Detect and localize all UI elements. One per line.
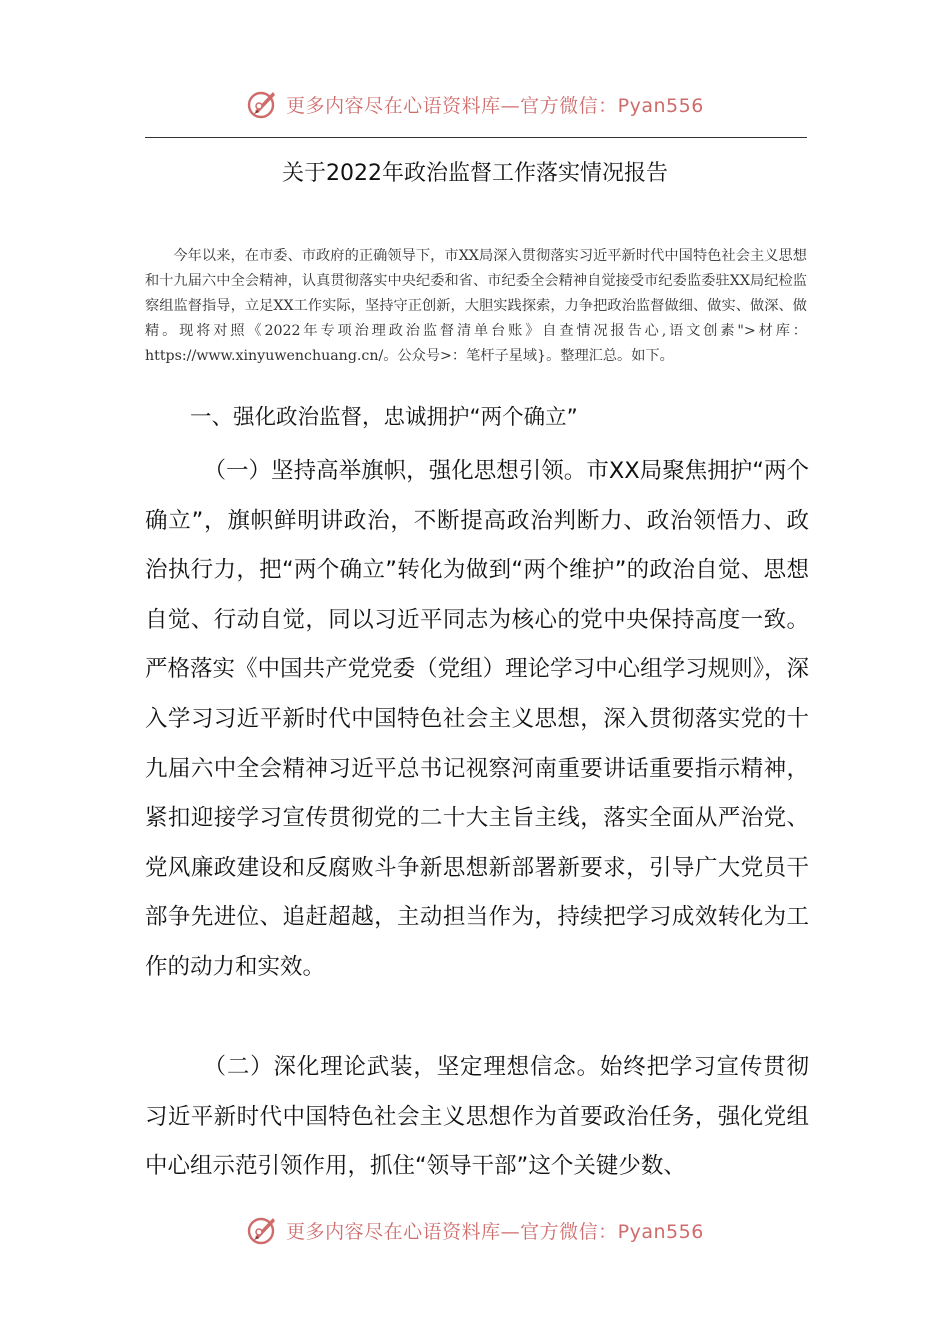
quill-pen-logo-icon: [246, 87, 280, 121]
document-title: 关于2022年政治监督工作落实情况报告: [282, 161, 668, 186]
top-watermark-banner: [0, 82, 950, 126]
bottom-watermark-banner: [0, 1208, 950, 1252]
body-paragraph-2: （二）深化理论武装，坚定理想信念。始终把学习宣传贯彻习近平新时代中国特色社会主义思想作为首要政治任务，强化党组中心组示范引领作用，抓住“领导干部”这个关键少数、: [145, 1054, 809, 1180]
quill-pen-logo-icon: [246, 1213, 280, 1247]
header-divider: [145, 137, 807, 138]
watermark-text: 更多内容尽在心语资料库—官方微信：Pyan556: [286, 1220, 704, 1243]
section-heading: 一、强化政治监督，忠诚拥护“两个确立”: [190, 405, 578, 430]
body-paragraph-1: （一）坚持高举旗帜，强化思想引领。市XX局聚焦拥护“两个确立”，旗帜鲜明讲政治，不断提高政治判断力、政治领悟力、政治执行力，把“两个确立”转化为做到“两个维护”的政治自觉、思想自觉、行动自觉，同以习近平同志为核心的党中央保持高度一致。严格落实《中国共产党党委（党组）理论学习中心组学习规则》，深入学习习近平新时代中国特色社会主义思想，深入贯彻落实党的十九届六中全会精神习近平总书记视察河南重要讲话重要指示精神，紧扣迎接学习宣传贯彻党的二十大主旨主线，落实全面从严治党、党风廉政建设和反腐败斗争新思想新部署新要求，引导广大党员干部争先进位、追赶超越，主动担当作为，持续把学习成效转化为工作的动力和实效。: [145, 458, 809, 980]
watermark-text: 更多内容尽在心语资料库—官方微信：Pyan556: [286, 94, 704, 117]
intro-paragraph: 今年以来，在市委、市政府的正确领导下，市XX局深入贯彻落实习近平新时代中国特色社会主义思想和十九届六中全会精神，认真贯彻落实中央纪委和省、市纪委全会精神自觉接受市纪委监委驻XX局纪检监察组监督指导，立足XX工作实际，坚持守正创新，大胆实践探索，力争把政治监督做细、做实、做深、做精。现将对照《2022年专项治理政治监督清单台账》自查情况报告心,语文创素">材库：https://www.xinyuwenchuang.cn/。公众号>：笔杆子星域}。整理汇总。如下。: [145, 248, 807, 364]
